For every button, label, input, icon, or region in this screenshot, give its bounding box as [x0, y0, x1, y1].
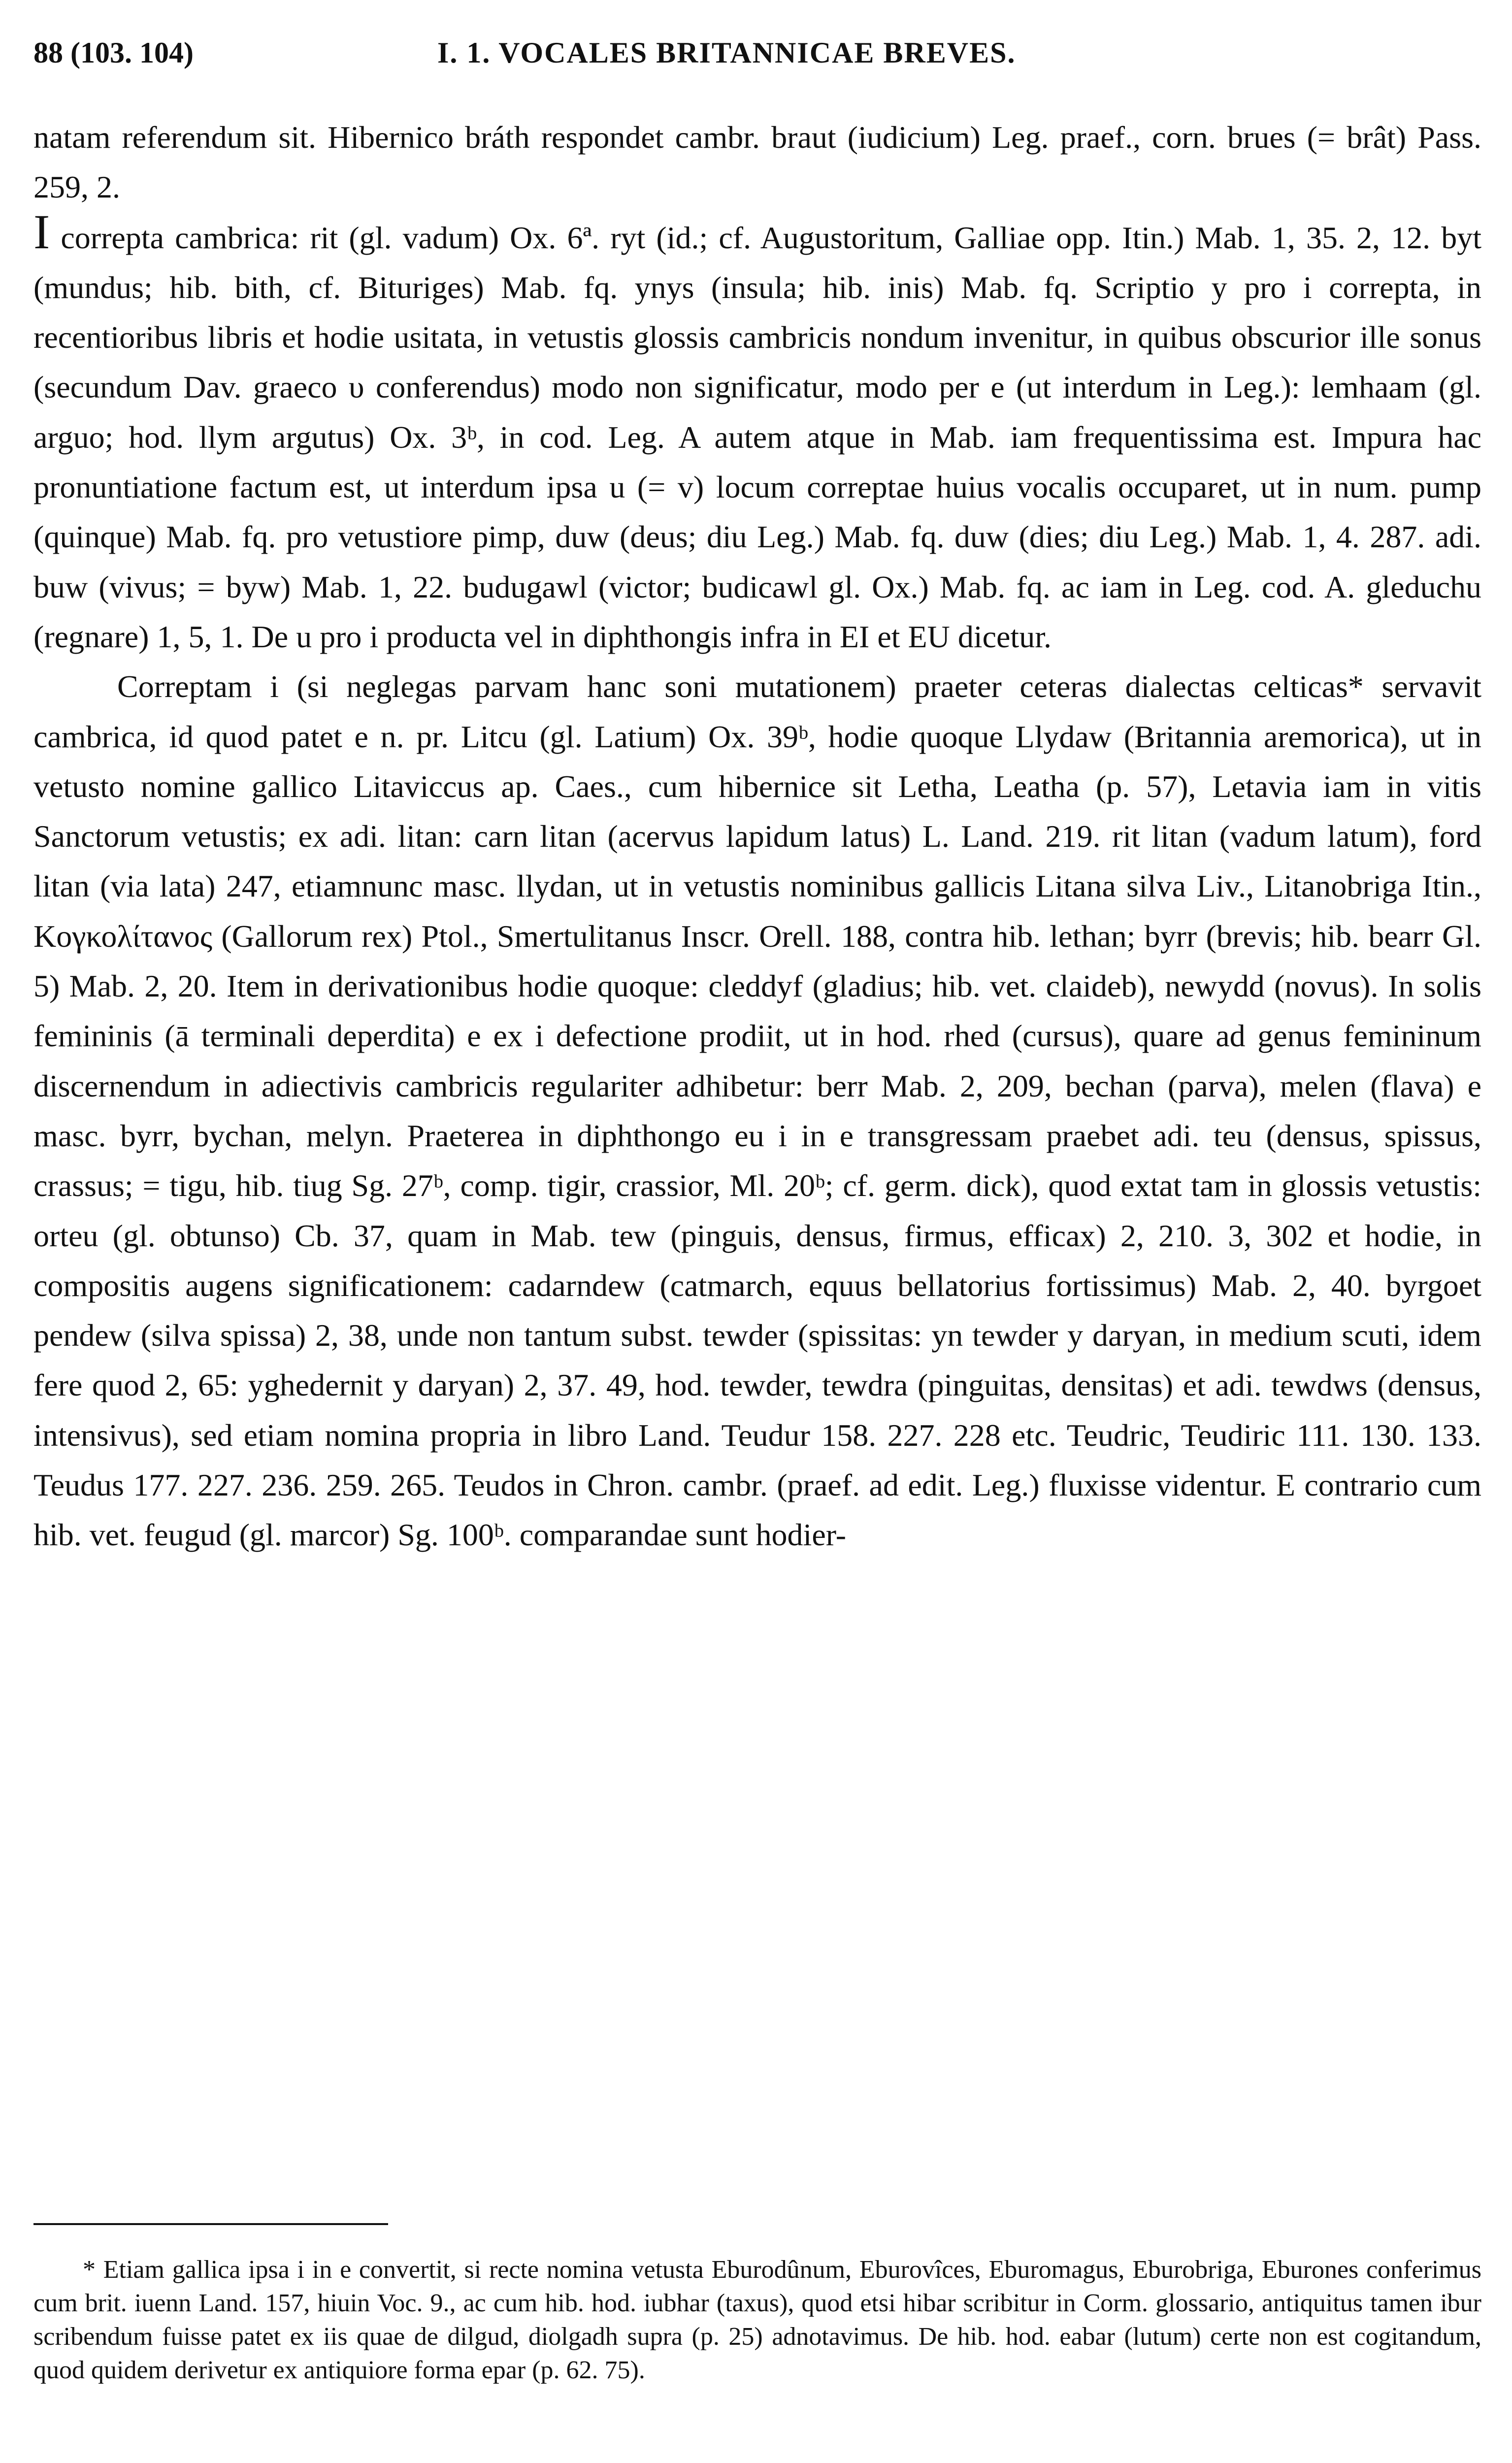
running-title: I. 1. VOCALES BRITANNICAE BREVES. [437, 36, 1016, 69]
footnote-divider [33, 2223, 388, 2225]
paragraph-correptam: Correptam i (si neglegas parvam hanc soni mutationem) praeter ceteras dialectas celticas* servavit cambrica, id quod patet e n. pr. Litcu (gl. Latium) Ox. 39ᵇ, hodie quoque Llydaw (Britannia aremorica), ut in vetusto nomine gallico Litaviccus ap. Caes., cum hibernice sit Letha, Leatha (p. 57), Letavia iam in vitis Sanctorum vetustis; ex adi. litan: carn litan (acervus lapidum latus) L. Land. 219. rit litan (vadum latum), ford litan (via lata) 247, etiamnunc masc. llydan, ut in vetustis nominibus gallicis Litana silva Liv., Litanobriga Itin., Κογκολίτανος (Gallorum rex) Ptol., Smertulitanus Inscr. Orell. 188, contra hib. lethan; byrr (brevis; hib. bearr Gl. 5) Mab. 2, 20. Item in derivationibus hodie quoque: cleddyf (gladius; hib. vet. claideb), newydd (novus). In solis femininis (ā terminali deperdita) e ex i defectione prodiit, ut in hod. rhed (cursus), quare ad genus femininum discernendum in adiectivis cambricis regulariter adhibetur: berr Mab. 2, 209, bechan (parva), melen (flava) e masc. byrr, bychan, melyn. Praeterea in diphthongo eu i in e transgressam praebet adi. teu (densus, spissus, crassus; = tigu, hib. tiug Sg. 27ᵇ, comp. tigir, crassior, Ml. 20ᵇ; cf. germ. dick), quod extat tam in glossis vetustis: orteu (gl. obtunso) Cb. 37, quam in Mab. tew (pinguis, densus, firmus, efficax) 2, 210. 3, 302 et hodie, in compositis augens significationem: cadarndew (catmarch, equus bellatorius fortissimus) Mab. 2, 40. byrgoet pendew (silva spissa) 2, 38, unde non tantum subst. tewder (spissitas: yn tewder y daryan, in medium scuti, idem fere quod 2, 65: yghedernit y daryan) 2, 37. 49, hod. tewder, tewdra (pinguitas, densitas) et adi. tewdws (densus, intensivus), sed etiam nomina propria in libro Land. Teudur 158. 227. 228 etc. Teudric, Teudiric 111. 130. 133. Teudus 177. 227. 236. 259. 265. Teudos in Chron. cambr. (praef. ad edit. Leg.) fluxisse videntur. E contrario cum hib. vet. feugud (gl. marcor) Sg. 100ᵇ. comparandae sunt hodier- [33, 669, 1481, 1553]
footnote-text: * Etiam gallica ipsa i in e convertit, si recte nomina vetusta Eburodûnum, Eburovîces, Eburomagus, Eburobriga, Eburones conferimus cum brit. iuenn Land. 157, hiuin Voc. 9., ac cum hib. hod. iubhar (taxus), quod etsi hibar scribitur in Corm. glossario, antiquitus tamen ibur scribendum fuisse patet ex iis quae de dilgud, diolgadh supra (p. 25) adnotavimus. De hib. hod. eabar (lutum) certe non est cogitandum, quod quidem derivetur ex antiquiore forma epar (p. 62. 75). [33, 2256, 1481, 2384]
paragraph-continued: natam referendum sit. Hibernico bráth respondet cambr. braut (iudicium) Leg. praef., corn. brues (= brât) Pass. 259, 2. [33, 120, 1481, 205]
footnote [33, 2253, 1481, 2387]
paragraph-text: correpta cambrica: rit (gl. vadum) Ox. 6ª. ryt (id.; cf. Augustoritum, Galliae opp. Itin.) Mab. 1, 35. 2, 12. byt (mundus; hib. bith, cf. Bituriges) Mab. fq. ynys (insula; hib. inis) Mab. fq. Scriptio y pro i correpta, in recentioribus libris et hodie usitata, in vetustis glossis cambricis nondum invenitur, in quibus obscurior ille sonus (secundum Dav. graeco υ conferendus) modo non significatur, modo per e (ut interdum in Leg.): lemhaam (gl. arguo; hod. llym argutus) Ox. 3ᵇ, in cod. Leg. A autem atque in Mab. iam frequentissima est. Impura hac pronuntiatione factum est, ut interdum ipsa u (= v) locum correptae huius vocalis occuparet, ut in num. pump (quinque) Mab. fq. pro vetustiore pimp, duw (deus; diu Leg.) Mab. fq. duw (dies; diu Leg.) Mab. 1, 4. 287. adi. buw (vivus; = byw) Mab. 1, 22. budugawl (victor; budicawl gl. Ox.) Mab. fq. ac iam in Leg. cod. A. gleduchu (regnare) 1, 5, 1. De u pro i producta vel in diphthongis infra in EI et EU dicetur. [33, 220, 1481, 654]
paragraph-i-correpta [33, 204, 1481, 662]
main-text [33, 112, 1481, 1560]
running-header [33, 26, 1481, 80]
section-initial: I [33, 204, 50, 259]
page-number: 88 (103. 104) [33, 36, 194, 69]
